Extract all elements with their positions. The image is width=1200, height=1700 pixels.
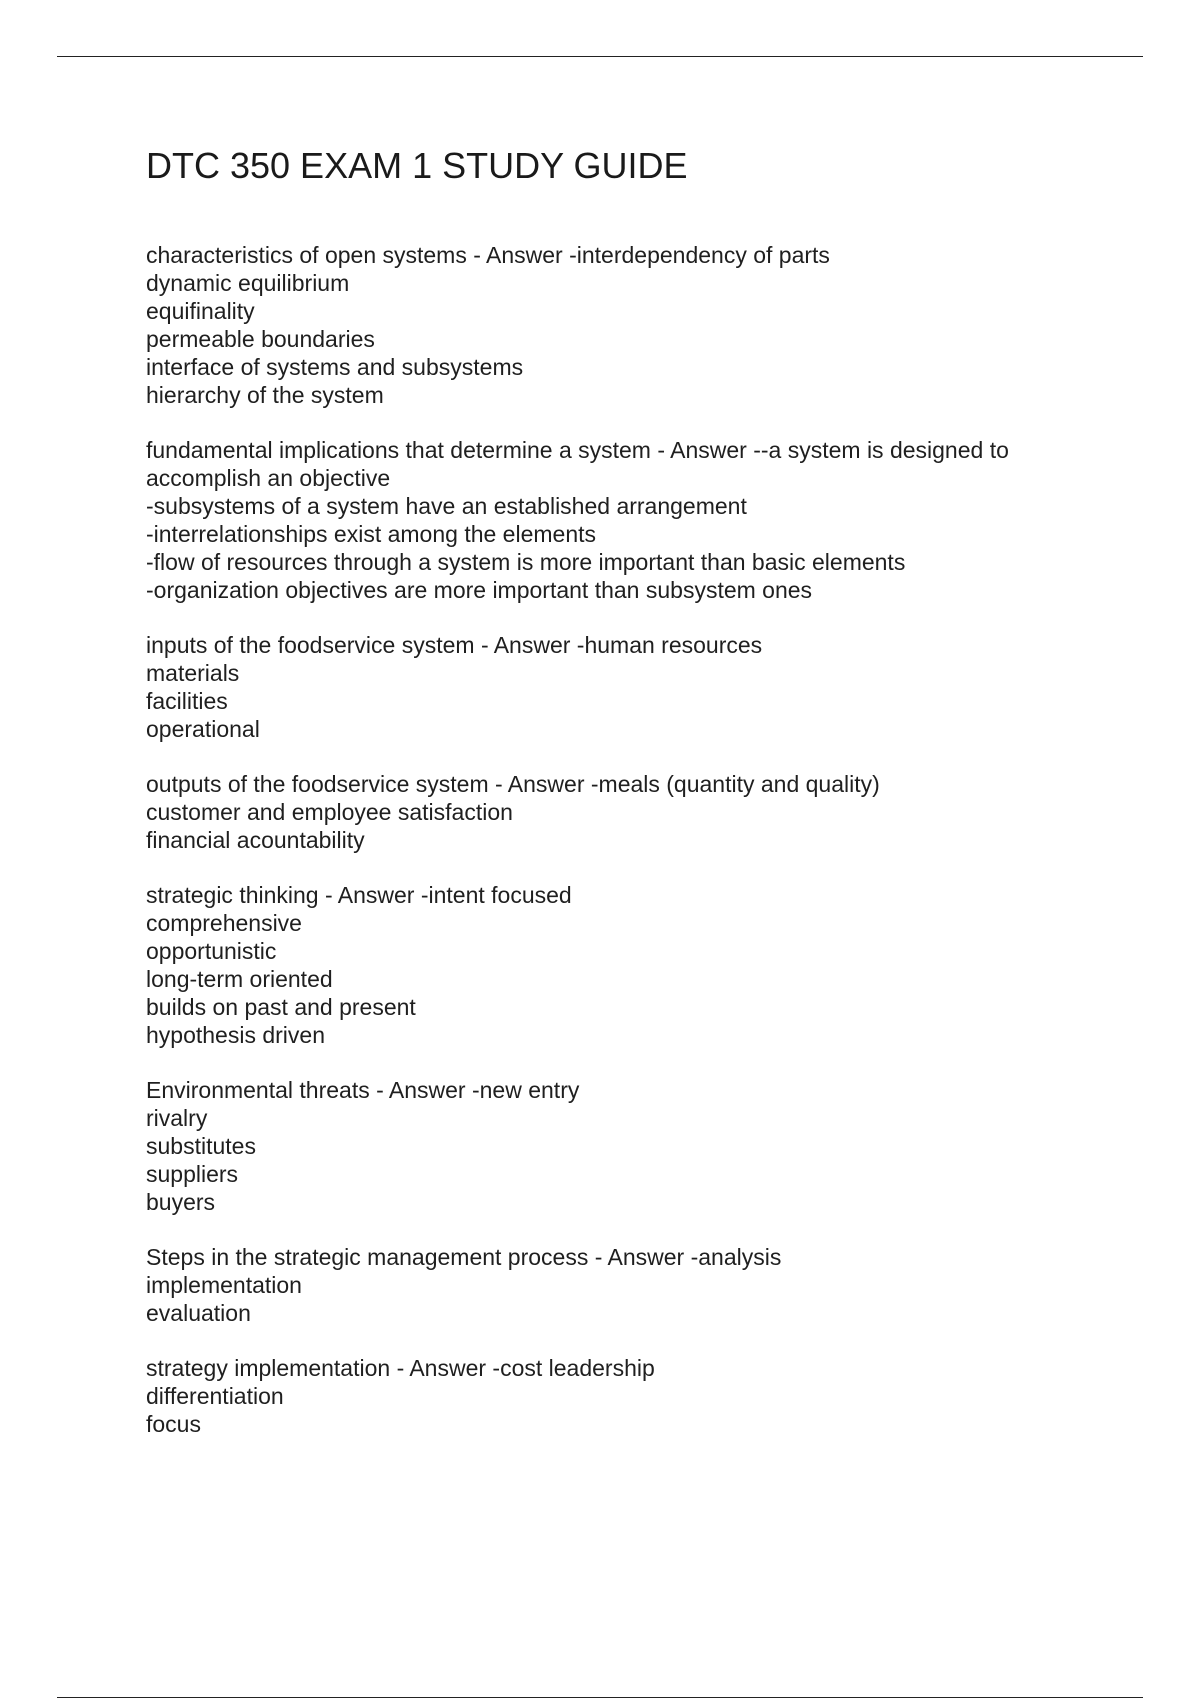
qa-strategy-implementation [146, 1354, 1086, 1438]
study-guide-content [146, 241, 1086, 1465]
answer-line: evaluation [146, 1300, 251, 1326]
question-line: strategy implementation - Answer -cost leadership [146, 1355, 655, 1381]
qa-foodservice-outputs [146, 770, 1086, 854]
answer-line: -subsystems of a system have an established arrangement [146, 493, 747, 519]
answer-line: rivalry [146, 1105, 208, 1131]
bottom-rule [57, 1697, 1143, 1698]
qa-strategic-thinking [146, 881, 1086, 1049]
qa-open-systems [146, 241, 1086, 409]
answer-line: implementation [146, 1272, 302, 1298]
answer-line: comprehensive [146, 910, 302, 936]
answer-line: dynamic equilibrium [146, 270, 350, 296]
question-line: outputs of the foodservice system - Answer -meals (quantity and quality) [146, 771, 880, 797]
top-rule [57, 56, 1143, 57]
answer-line: opportunistic [146, 938, 277, 964]
answer-line: financial acountability [146, 827, 365, 853]
answer-line: suppliers [146, 1161, 239, 1187]
question-line: fundamental implications that determine a system - Answer --a system is designed to [146, 437, 1009, 463]
question-line: Steps in the strategic management process - Answer -analysis [146, 1244, 782, 1270]
answer-line: accomplish an objective [146, 465, 391, 491]
question-line: Environmental threats - Answer -new entry [146, 1077, 580, 1103]
answer-line: permeable boundaries [146, 326, 375, 352]
question-line: inputs of the foodservice system - Answer -human resources [146, 632, 763, 658]
question-line: strategic thinking - Answer -intent focused [146, 882, 572, 908]
answer-line: -flow of resources through a system is more important than basic elements [146, 549, 906, 575]
answer-line: differentiation [146, 1383, 284, 1409]
answer-line: facilities [146, 688, 228, 714]
answer-line: materials [146, 660, 240, 686]
answer-line: -organization objectives are more important than subsystem ones [146, 577, 813, 603]
qa-environmental-threats [146, 1076, 1086, 1216]
answer-line: long-term oriented [146, 966, 333, 992]
answer-line: -interrelationships exist among the elements [146, 521, 597, 547]
answer-line: interface of systems and subsystems [146, 354, 524, 380]
qa-strategic-management-steps [146, 1243, 1086, 1327]
answer-line: hypothesis driven [146, 1022, 325, 1048]
answer-line: buyers [146, 1189, 216, 1215]
answer-line: equifinality [146, 298, 255, 324]
question-line: characteristics of open systems - Answer -interdependency of parts [146, 242, 830, 268]
answer-line: focus [146, 1411, 201, 1437]
answer-line: hierarchy of the system [146, 382, 384, 408]
answer-line: substitutes [146, 1133, 256, 1159]
answer-line: builds on past and present [146, 994, 416, 1020]
answer-line: operational [146, 716, 260, 742]
answer-line: customer and employee satisfaction [146, 799, 513, 825]
qa-foodservice-inputs [146, 631, 1086, 743]
page-title: DTC 350 EXAM 1 STUDY GUIDE [146, 145, 688, 186]
qa-fundamental-implications [146, 436, 1086, 604]
